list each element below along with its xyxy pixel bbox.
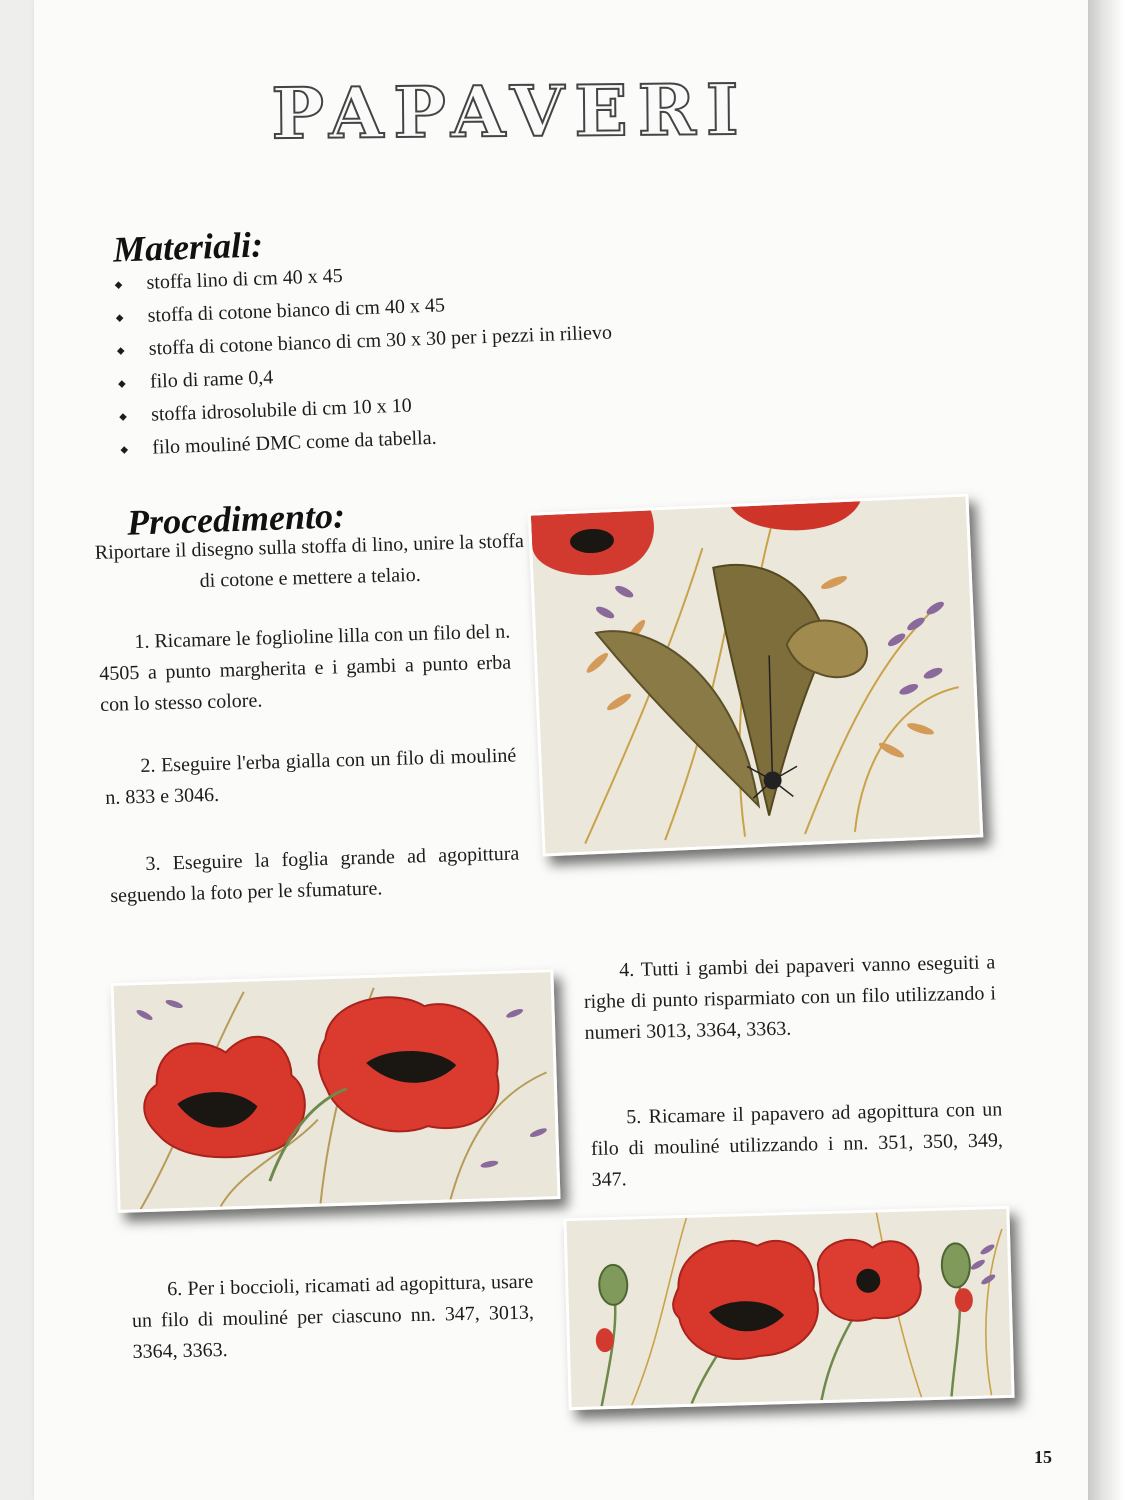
procedure-heading: Procedimento:	[126, 495, 346, 543]
material-item: ◆ stoffa di cotone bianco di cm 30 x 30 per i pezzi in rilievo	[112, 317, 612, 367]
step-1: 1. Ricamare le foglioline lilla con un filo del n. 4505 a punto margherita e i gambi a punto erba con lo stesso colore.	[98, 620, 512, 716]
materials-list	[110, 251, 616, 466]
step-2: 2. Eseguire l'erba gialla con un filo di mouliné n. 833 e 3046.	[104, 744, 517, 809]
material-item: ◆ stoffa idrosolubile di cm 10 x 10	[115, 382, 615, 432]
page-title: PAPAVERI	[271, 67, 749, 156]
material-item: ◆ stoffa lino di cm 40 x 45	[110, 251, 610, 301]
step-4: 4. Tutti i gambi dei papaveri vanno eseguiti a righe di punto risparmiato con un filo utilizzando i numeri 3013, 3364, 3363.	[583, 951, 997, 1044]
material-item: ◆ stoffa di cotone bianco di cm 40 x 45	[111, 284, 611, 334]
step-6: 6. Per i boccioli, ricamati ad agopittura, usare un filo di mouliné per ciascuno nn. 347, 3013, 3364, 3363.	[131, 1270, 535, 1363]
photo-poppies-open	[110, 969, 560, 1213]
photo-poppies-buds	[563, 1206, 1014, 1410]
book-spine-shadow	[1088, 0, 1125, 1500]
photo-leaf-embroidery	[528, 494, 984, 857]
material-item: ◆ filo mouliné DMC come da tabella.	[116, 415, 616, 465]
materials-heading: Materiali:	[112, 224, 264, 270]
page-number: 15	[1034, 1447, 1052, 1467]
step-3: 3. Eseguire la foglia grande ad agopittura seguendo la foto per le sfumature.	[109, 842, 520, 907]
step-5: 5. Ricamare il papavero ad agopittura con un filo di mouliné utilizzando i nn. 351, 350, 349, 347.	[590, 1098, 1004, 1191]
procedure-intro: Riportare il disegno sulla stoffa di lino, unire la stoffa di cotone e mettere a telaio.	[94, 529, 525, 593]
material-item: ◆ filo di rame 0,4	[113, 350, 613, 400]
